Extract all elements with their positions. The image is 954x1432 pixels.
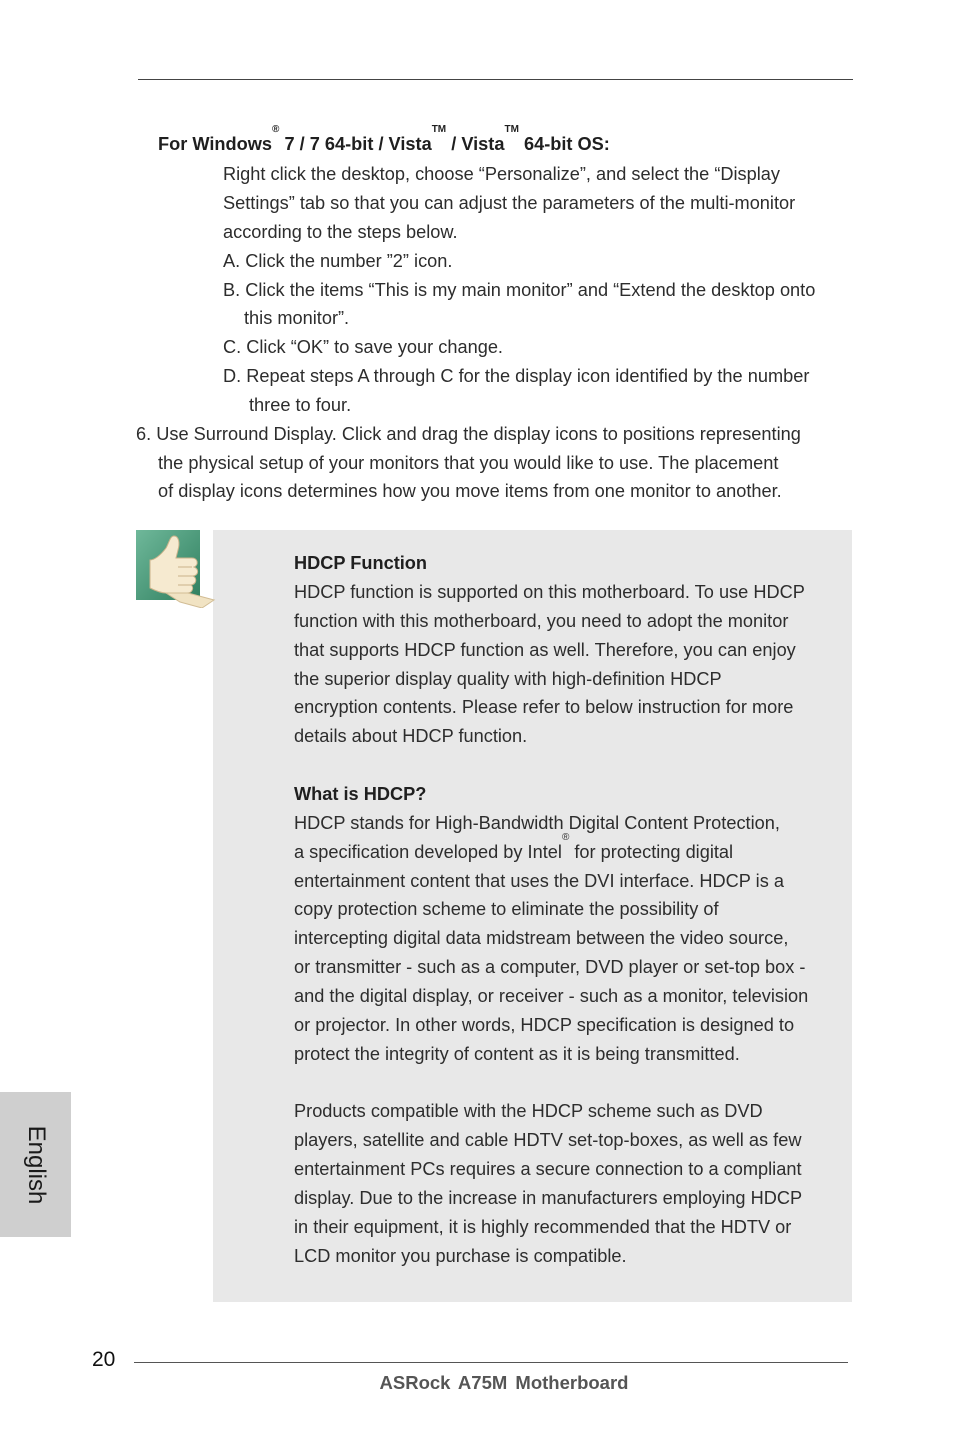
products-text-line: in their equipment, it is highly recommended that the HDTV or [294,1217,792,1237]
what-is-text-line: protect the integrity of content as it is being transmitted. [294,1044,740,1064]
step-b: B. Click the items “This is my main monitor” and “Extend the desktop onto [223,280,816,300]
page-number: 20 [92,1348,116,1371]
products-text-line: display. Due to the increase in manufacturers employing HDCP [294,1188,803,1208]
step-c: C. Click “OK” to save your change. [223,337,503,357]
what-is-text-line: intercepting digital data midstream between the video source, [294,928,789,948]
language-tab-label: English [23,1125,50,1205]
step-d: D. Repeat steps A through C for the display icon identified by the number [223,366,810,386]
header-rule [138,79,853,80]
what-is-text-line: a specification developed by Intel® for protecting digital [294,832,734,862]
what-is-text-line: and the digital display, or receiver - such as a monitor, television [294,986,809,1006]
windows-text-line: Right click the desktop, choose “Personalize”, and select the “Display [223,164,781,184]
what-is-text-line: or transmitter - such as a computer, DVD player or set-top box - [294,957,806,977]
windows-text-line: according to the steps below. [223,222,458,242]
step-a: A. Click the number ”2” icon. [223,251,453,271]
hdcp-text-line: the superior display quality with high-definition HDCP [294,669,722,689]
windows-heading: For Windows® 7 / 7 64-bit / Vista™ / Vista™ 64-bit OS: [158,124,610,154]
step-6-cont: of display icons determines how you move items from one monitor to another. [158,481,782,501]
hdcp-text-line: that supports HDCP function as well. Therefore, you can enjoy [294,640,796,660]
what-is-text-line: or projector. In other words, HDCP specification is designed to [294,1015,795,1035]
what-is-text-line: entertainment content that uses the DVI interface. HDCP is a [294,871,784,891]
step-6: 6. Use Surround Display. Click and drag the display icons to positions representing [136,424,801,444]
step-6-cont: the physical setup of your monitors that you would like to use. The placement [158,453,779,473]
products-text-line: Products compatible with the HDCP scheme such as DVD [294,1101,763,1121]
products-text-line: LCD monitor you purchase is compatible. [294,1246,627,1266]
hdcp-text-line: HDCP function is supported on this motherboard. To use HDCP [294,582,805,602]
footer-title: ASRock A75M Motherboard [379,1372,629,1393]
what-is-text-line: copy protection scheme to eliminate the possibility of [294,899,719,919]
products-text-line: entertainment PCs requires a secure connection to a compliant [294,1159,802,1179]
hdcp-text-line: encryption contents. Please refer to below instruction for more [294,697,794,717]
what-is-text-line: HDCP stands for High-Bandwidth Digital Content Protection, [294,813,780,833]
thumbs-up-icon [136,530,218,608]
hdcp-text-line: function with this motherboard, you need to adopt the monitor [294,611,789,631]
step-b-cont: this monitor”. [244,308,350,328]
step-d-cont: three to four. [249,395,352,415]
products-text-line: players, satellite and cable HDTV set-top-boxes, as well as few [294,1130,802,1150]
hdcp-text-line: details about HDCP function. [294,726,528,746]
footer-rule [134,1362,848,1363]
what-is-hdcp-title: What is HDCP? [294,784,427,804]
windows-text-line: Settings” tab so that you can adjust the parameters of the multi-monitor [223,193,796,213]
hdcp-function-title: HDCP Function [294,553,428,573]
